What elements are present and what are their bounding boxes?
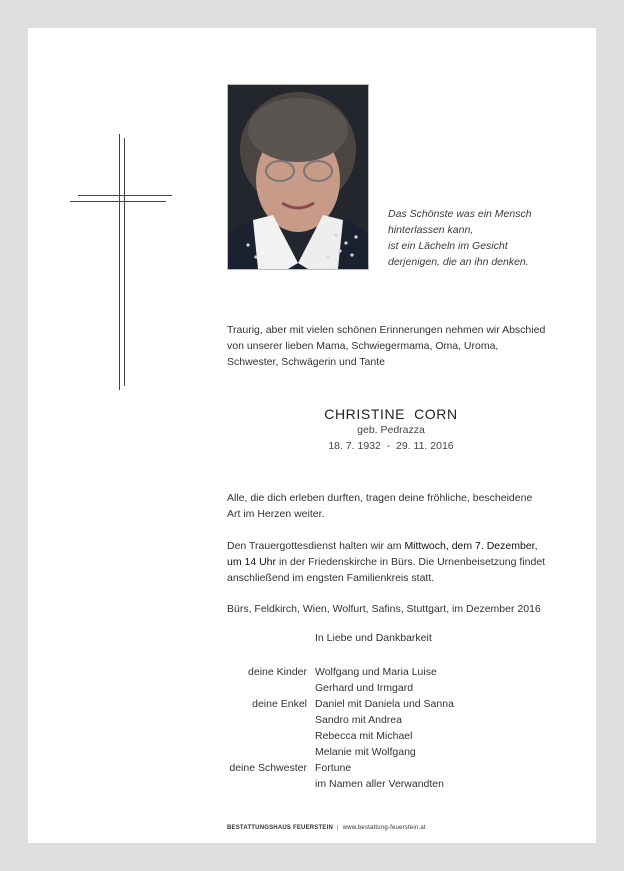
deceased-block (227, 406, 555, 454)
family-names: Melanie mit Wolfgang (315, 746, 416, 758)
life-dates: 18. 7. 1932 - 29. 11. 2016 (328, 440, 454, 452)
footer-separator: | (336, 825, 339, 831)
deceased-name: CHRISTINE CORN (324, 406, 458, 422)
closing-line: In Liebe und Dankbarkeit (315, 632, 432, 644)
quote-line: hinterlassen kann, (388, 224, 474, 236)
quote-line: Das Schönste was ein Mensch (388, 208, 532, 220)
footer (227, 825, 426, 831)
family-row (227, 744, 567, 760)
family-row (227, 760, 567, 776)
family-row (227, 712, 567, 728)
service-text-1: Den Trauergottesdienst halten wir am (227, 540, 405, 552)
quote-line: ist ein Lächeln im Gesicht (388, 240, 508, 252)
family-names: Rebecca mit Michael (315, 730, 413, 742)
family-names: im Namen aller Verwandten (315, 778, 444, 790)
tribute-text (227, 490, 567, 522)
tribute-line: Alle, die dich erleben durften, tragen deine fröhliche, bescheidene (227, 492, 533, 504)
family-names: Gerhard und Irmgard (315, 682, 414, 694)
family-relation (227, 680, 315, 696)
family-row (227, 680, 567, 696)
service-text (227, 538, 567, 586)
tribute-line: Art im Herzen weiter. (227, 508, 325, 520)
service-text-3: anschließend im engsten Familienkreis statt. (227, 572, 435, 584)
family-relation: deine Schwester (229, 762, 307, 774)
cross-icon (70, 134, 174, 390)
service-date: Mittwoch, dem 7. Dezember, (404, 540, 538, 552)
birth-name: geb. Pedrazza (357, 424, 425, 436)
family-relation (227, 728, 315, 744)
family-names: Wolfgang und Maria Luise (315, 666, 437, 678)
family-relation: deine Kinder (248, 666, 307, 678)
family-list (227, 664, 567, 792)
intro-line: von unserer lieben Mama, Schwiegermama, Oma, Uroma, (227, 340, 499, 352)
funeral-home-name: BESTATTUNGSHAUS FEUERSTEIN (227, 825, 333, 831)
family-row (227, 696, 567, 712)
places-date: Bürs, Feldkirch, Wien, Wolfurt, Safins, Stuttgart, im Dezember 2016 (227, 603, 541, 615)
portrait-photo (227, 84, 369, 270)
service-time: um 14 Uhr (227, 556, 277, 568)
memorial-quote (388, 206, 578, 270)
family-relation (227, 712, 315, 728)
service-text-2: in der Friedenskirche in Bürs. Die Urnenbeisetzung findet (276, 556, 546, 568)
family-row (227, 776, 567, 792)
intro-line: Schwester, Schwägerin und Tante (227, 356, 385, 368)
family-row (227, 664, 567, 680)
family-relation: deine Enkel (252, 698, 307, 710)
intro-text (227, 322, 567, 370)
family-row (227, 728, 567, 744)
quote-line: derjenigen, die an ihn denken. (388, 256, 529, 268)
family-relation (227, 744, 315, 760)
family-relation (227, 776, 315, 792)
funeral-home-website[interactable]: www.bestattung-feuerstein.at (342, 825, 426, 831)
family-names: Fortune (315, 762, 352, 774)
family-names: Daniel mit Daniela und Sanna (315, 698, 454, 710)
obituary-card (28, 28, 596, 843)
family-names: Sandro mit Andrea (315, 714, 402, 726)
intro-line: Traurig, aber mit vielen schönen Erinnerungen nehmen wir Abschied (227, 324, 546, 336)
